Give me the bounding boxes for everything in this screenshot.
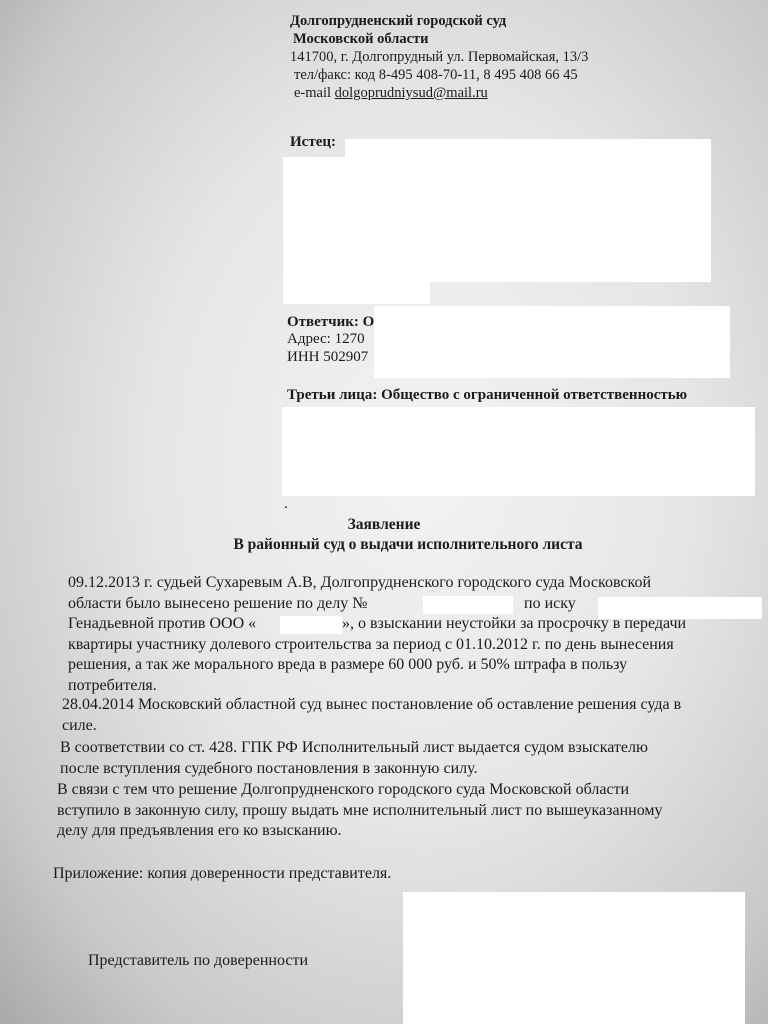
- p2-line2: силе.: [62, 716, 97, 734]
- p1-line2-b: по иску: [524, 594, 576, 612]
- p1-line6: потребителя.: [68, 676, 157, 694]
- p1-line4: квартиры участнику долевого строительства за период с 01.10.2012 г. по день вынесения: [68, 635, 674, 653]
- court-phone: тел/факс: код 8-495 408-70-11, 8 495 408 66 45: [294, 67, 578, 83]
- p4-line3: делу для предъявления его ко взысканию.: [57, 822, 342, 839]
- p1-line5: решения, а так же морального вреда в размере 60 000 руб. и 50% штрафа в пользу: [68, 656, 628, 673]
- document-title: Заявление: [347, 516, 421, 533]
- court-email: dolgoprudniysud@mail.ru: [334, 85, 488, 101]
- p1-line2-a: области было вынесено решение по делу №: [68, 594, 368, 612]
- defendant-inn: ИНН 502907: [287, 349, 369, 365]
- defendant-label: Ответчик: О: [287, 314, 375, 330]
- p1-line2: [68, 594, 742, 615]
- signature-label: Представитель по доверенности: [88, 952, 309, 969]
- defendant-redaction: [374, 306, 730, 378]
- court-email-line: [290, 84, 588, 102]
- company-redaction: [280, 616, 342, 634]
- separator-dot: .: [284, 496, 288, 512]
- p3-line2: после вступления судебного постановления в законную силу.: [60, 759, 478, 777]
- p2-line1: 28.04.2014 Московский областной суд вынес постановление об оставление решения суда в: [62, 696, 682, 713]
- paragraph-law: [60, 738, 648, 779]
- signature-redaction: [403, 892, 745, 1024]
- court-name-line1: Долгопрудненский городской суд: [290, 13, 507, 29]
- plaintiff-redaction-lower: [283, 157, 430, 304]
- court-email-label: e-mail: [294, 85, 335, 101]
- paragraph-request: [57, 780, 663, 842]
- p4-line1: В связи с тем что решение Долгопрудненского городского суда Московской области: [57, 781, 630, 798]
- paragraph-decision: [68, 573, 742, 696]
- p1-line3-a: Генадьевной против ООО «: [68, 615, 257, 632]
- court-name-line2: Московской области: [293, 31, 429, 47]
- court-address: 141700, г. Долгопрудный ул. Первомайская, 13/3: [290, 49, 589, 65]
- attachment-line: Приложение: копия доверенности представителя.: [53, 865, 392, 882]
- p1-line3: [68, 614, 742, 635]
- third-parties-label: Третьи лица: Общество с ограниченной ответственностью: [287, 387, 688, 403]
- p1-line3-b: », о взыскании неустойки за просрочку в передачи: [342, 615, 687, 632]
- plaintiff-label: Истец:: [290, 134, 336, 150]
- p3-line1: В соответствии со ст. 428. ГПК РФ Исполнительный лист выдается судом взыскателю: [60, 739, 648, 756]
- case-number-redaction: [423, 596, 513, 614]
- third-parties-redaction: [282, 407, 755, 496]
- p1-line1: 09.12.2013 г. судьей Сухаревым А.В, Долгопрудненского городского суда Московской: [68, 574, 652, 591]
- document-subtitle: В районный суд о выдачи исполнительного листа: [233, 536, 583, 553]
- defendant-address: Адрес: 1270: [287, 331, 365, 347]
- paragraph-appeal: [62, 695, 681, 736]
- p4-line2: вступило в законную силу, прошу выдать мне исполнительный лист по вышеуказанному: [57, 801, 663, 819]
- court-header: [290, 12, 588, 102]
